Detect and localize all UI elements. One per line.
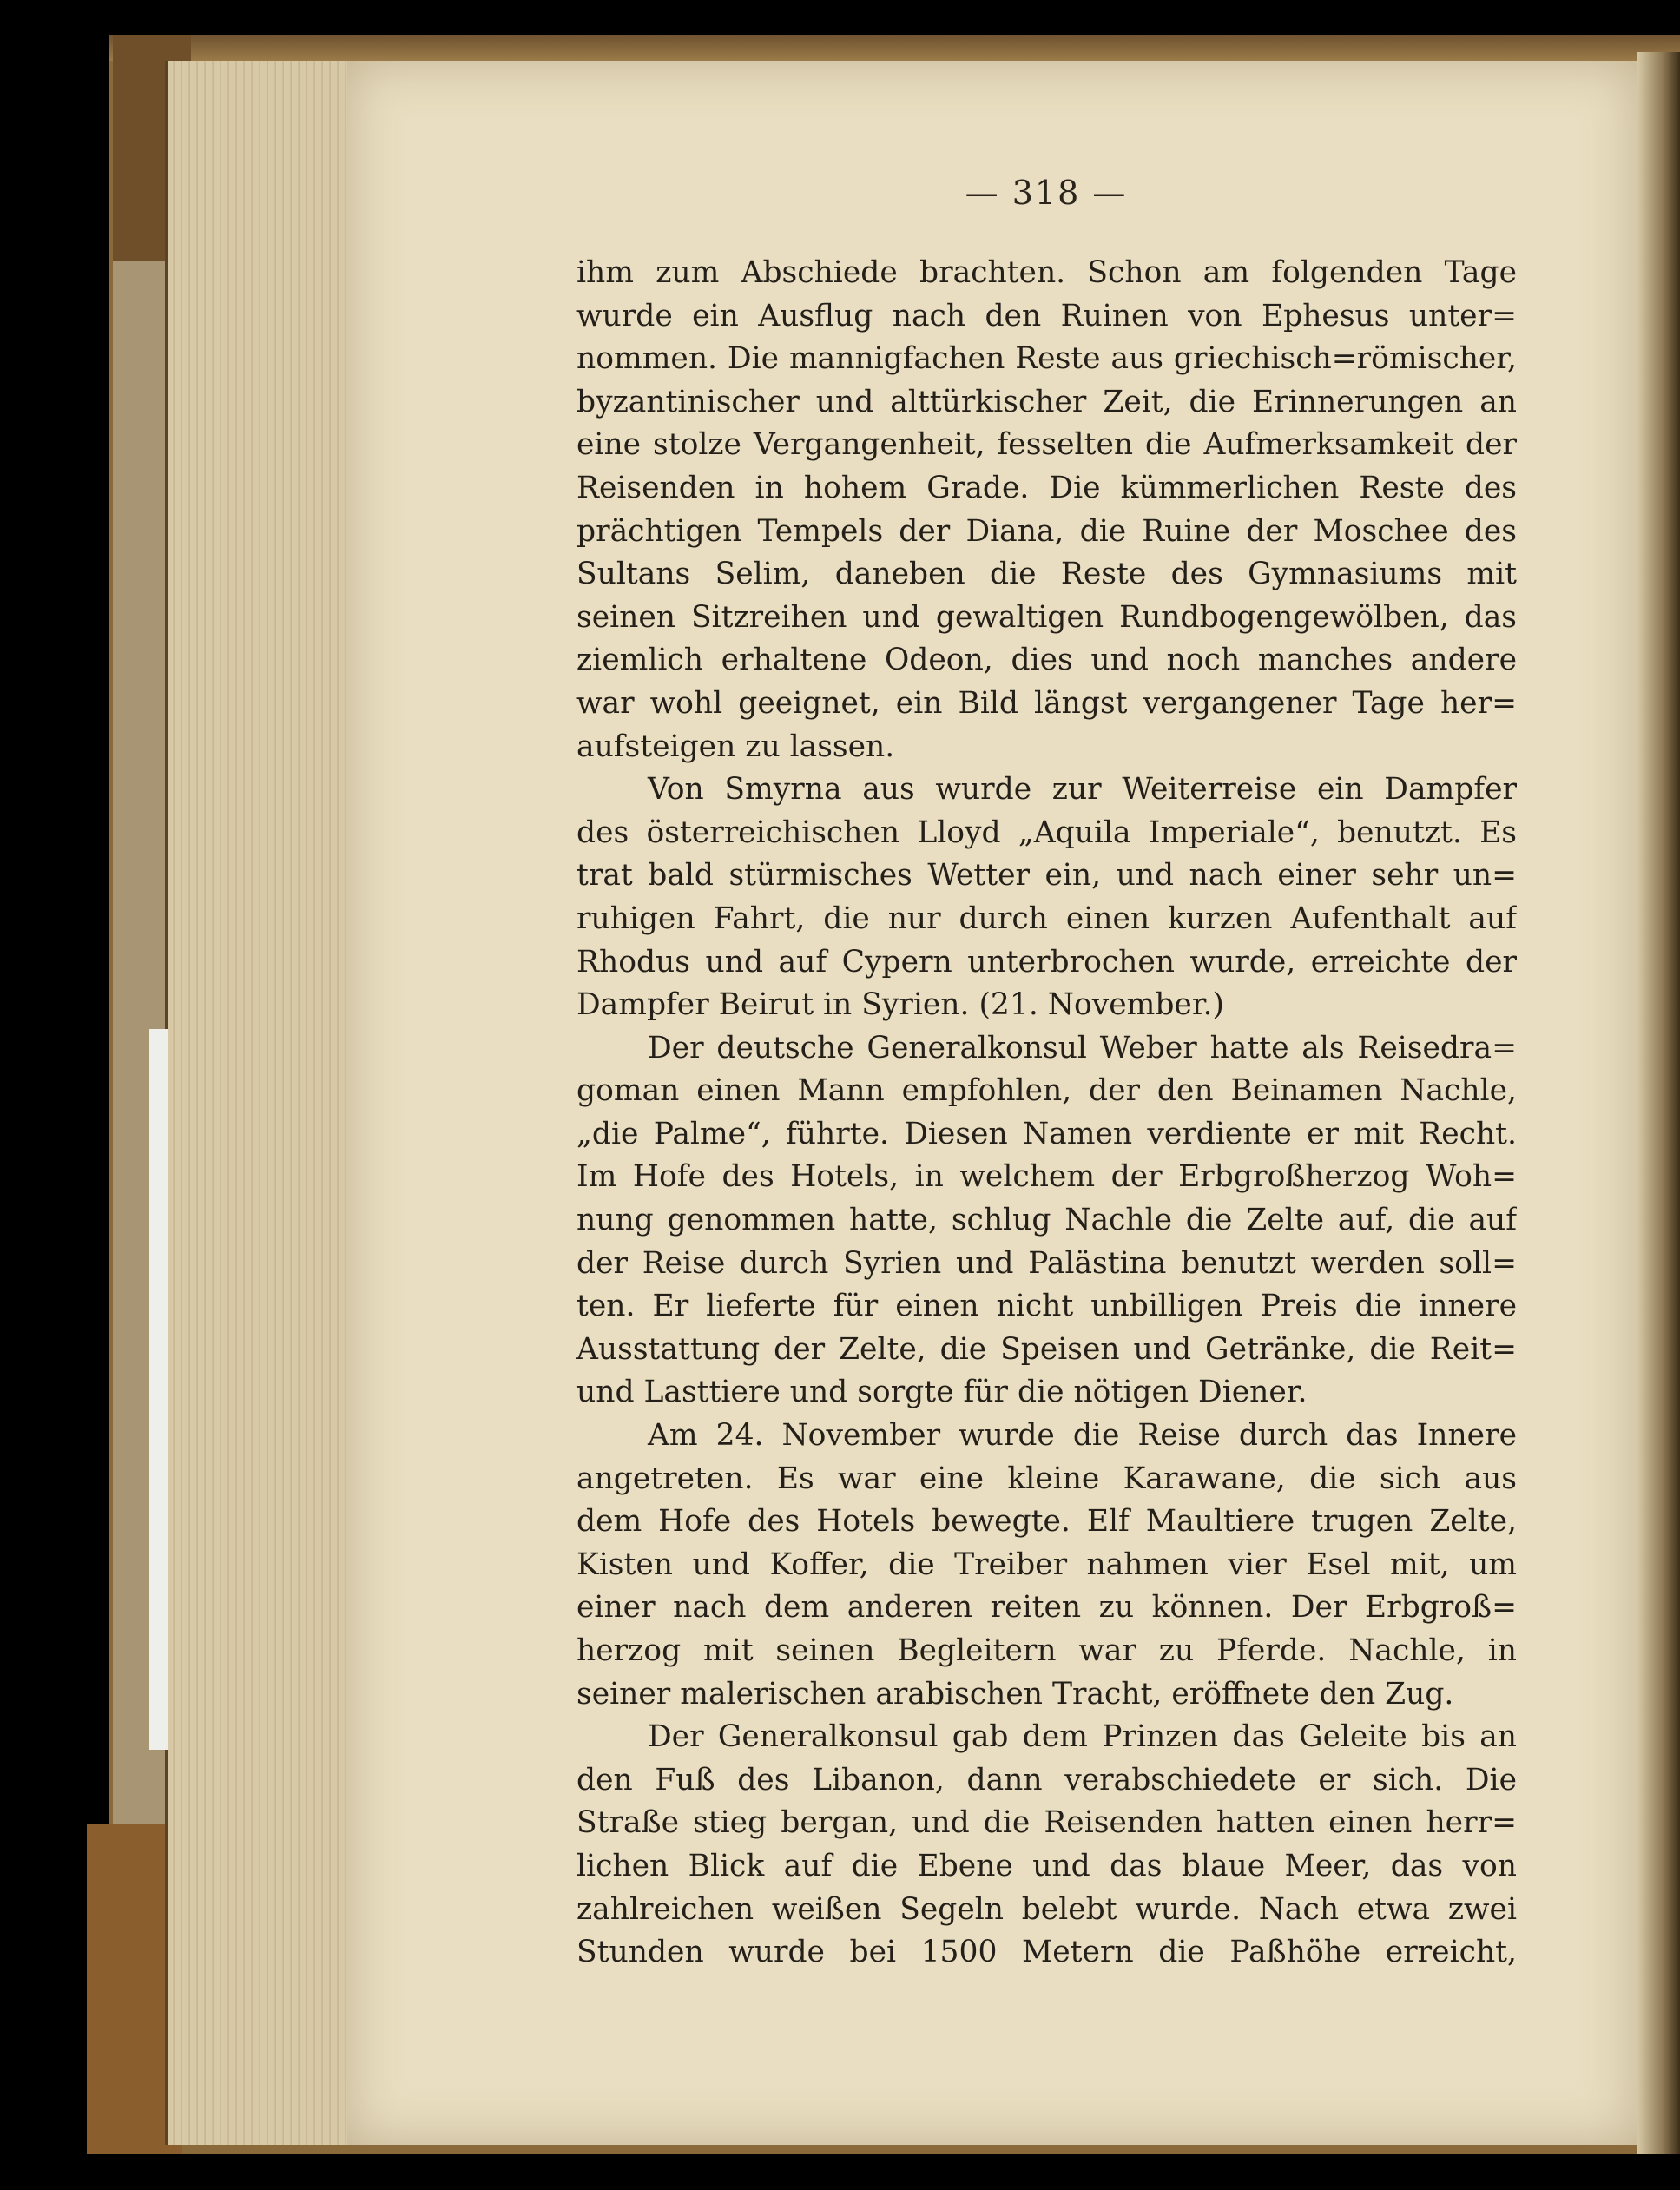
text-line: lichen Blick auf die Ebene und das blaue Meer, das von xyxy=(576,1848,1517,1883)
text-line: Reisenden in hohem Grade. Die kümmerlichen Reste des xyxy=(576,470,1517,505)
text-line: seiner malerischen arabischen Tracht, eröffnete den Zug. xyxy=(576,1676,1454,1712)
text-line: Ausstattung der Zelte, die Speisen und Getränke, die Reit= xyxy=(576,1331,1517,1367)
bookmark-strip xyxy=(149,1029,168,1750)
text-line: ruhigen Fahrt, die nur durch einen kurzen Aufenthalt auf xyxy=(576,900,1517,936)
text-line: Straße stieg bergan, und die Reisenden hatten einen herr= xyxy=(576,1805,1517,1841)
text-line: dem Hofe des Hotels bewegte. Elf Maultiere trugen Zelte, xyxy=(576,1504,1517,1540)
text-line: Dampfer Beirut in Syrien. (21. November.) xyxy=(576,987,1224,1023)
text-line: des österreichischen Lloyd „Aquila Imperiale“, benutzt. Es xyxy=(576,815,1517,850)
text-line: ten. Er lieferte für einen nicht unbilligen Preis die innere xyxy=(576,1289,1517,1324)
text-line: Sultans Selim, daneben die Reste des Gymnasiums mit xyxy=(576,557,1517,592)
text-line: trat bald stürmisches Wetter ein, und nach einer sehr un= xyxy=(576,858,1517,894)
text-line: Von Smyrna aus wurde zur Weiterreise ein Dampfer xyxy=(648,772,1517,808)
text-line: prächtigen Tempels der Diana, die Ruine der Moschee des xyxy=(576,513,1517,549)
text-line: wurde ein Ausflug nach den Ruinen von Ephesus unter= xyxy=(576,298,1517,333)
text-line: Rhodus und auf Cypern unterbrochen wurde, erreichte der xyxy=(576,944,1517,980)
text-line: seinen Sitzreihen und gewaltigen Rundbogengewölben, das xyxy=(576,599,1517,635)
text-line: den Fuß des Libanon, dann verabschiedete er sich. Die xyxy=(576,1762,1517,1798)
book-cover-top-edge xyxy=(109,35,1680,61)
text-line: zahlreichen weißen Segeln belebt wurde. Nach etwa zwei xyxy=(576,1891,1517,1927)
text-line: ihm zum Abschiede brachten. Schon am folgenden Tage xyxy=(576,255,1517,290)
page-gutter xyxy=(1637,52,1680,2154)
text-line: Stunden wurde bei 1500 Metern die Paßhöhe erreicht, xyxy=(576,1935,1517,1970)
text-line: „die Palme“, führte. Diesen Namen verdiente er mit Recht. xyxy=(576,1116,1517,1151)
text-line: einer nach dem anderen reiten zu können. Der Erbgroß= xyxy=(576,1590,1517,1626)
text-line: Der deutsche Generalkonsul Weber hatte als Reisedra= xyxy=(648,1030,1517,1065)
text-line: Der Generalkonsul gab dem Prinzen das Geleite bis an xyxy=(648,1719,1517,1755)
text-line: nung genommen hatte, schlug Nachle die Zelte auf, die auf xyxy=(576,1203,1517,1238)
text-line: herzog mit seinen Begleitern war zu Pferde. Nachle, in xyxy=(576,1633,1517,1668)
text-line: Im Hofe des Hotels, in welchem der Erbgroßherzog Woh= xyxy=(576,1159,1517,1195)
text-line: goman einen Mann empfohlen, der den Beinamen Nachle, xyxy=(576,1073,1517,1109)
body-text xyxy=(576,252,1517,1975)
text-line: war wohl geeignet, ein Bild längst vergangener Tage her= xyxy=(576,685,1517,721)
text-line: der Reise durch Syrien und Palästina benutzt werden soll= xyxy=(576,1245,1517,1281)
text-line: nommen. Die mannigfachen Reste aus griechisch=römischer, xyxy=(576,341,1517,377)
text-line: ziemlich erhaltene Odeon, dies und noch manches andere xyxy=(576,643,1517,678)
page-number: — 318 — xyxy=(965,174,1128,212)
text-line: Am 24. November wurde die Reise durch das Innere xyxy=(648,1418,1517,1454)
text-line: aufsteigen zu lassen. xyxy=(576,729,895,764)
text-line: eine stolze Vergangenheit, fesselten die Aufmerksamkeit der xyxy=(576,427,1517,463)
text-line: und Lasttiere und sorgte für die nötigen Diener. xyxy=(576,1375,1308,1410)
text-line: Kisten und Koffer, die Treiber nahmen vier Esel mit, um xyxy=(576,1547,1517,1582)
text-line: byzantinischer und alttürkischer Zeit, die Erinnerungen an xyxy=(576,384,1517,419)
page-edges xyxy=(165,61,350,2145)
text-line: angetreten. Es war eine kleine Karawane, die sich aus xyxy=(576,1461,1517,1496)
